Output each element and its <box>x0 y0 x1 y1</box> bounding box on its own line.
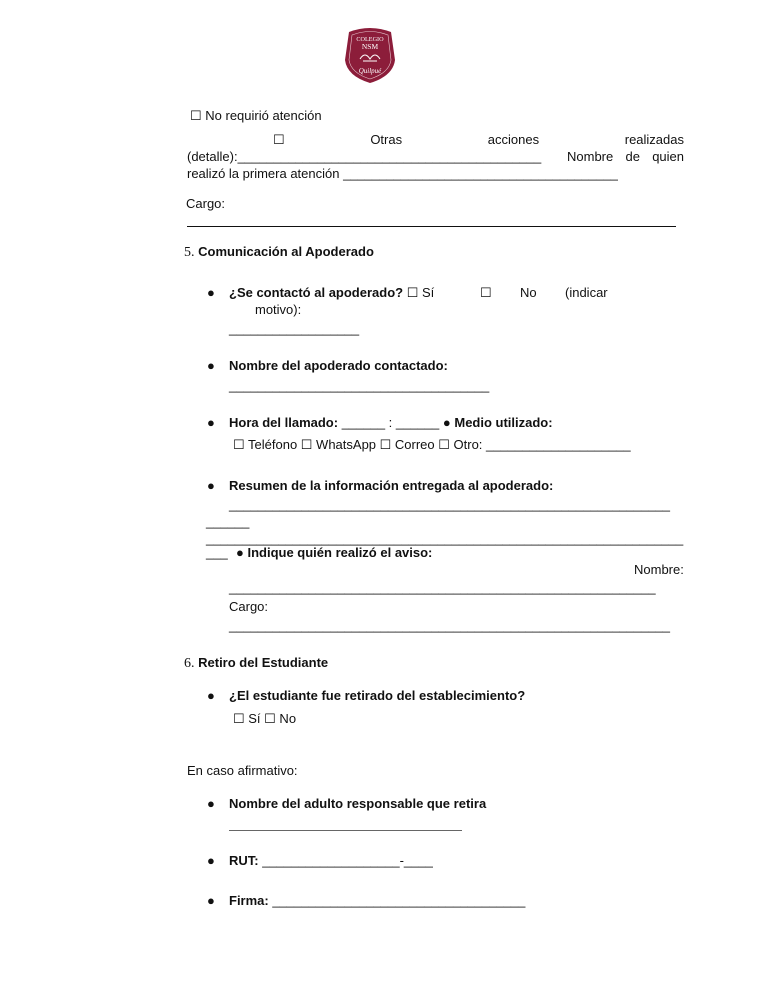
otras-word: Otras <box>370 132 403 147</box>
bullet-icon: ● <box>207 688 215 703</box>
hora-field[interactable]: ______ : ______ <box>338 415 443 430</box>
nombre-apoderado-label: Nombre del apoderado contactado: <box>229 358 448 373</box>
resumen-line-4[interactable]: ___ <box>206 545 228 560</box>
adulto-responsable-field[interactable] <box>229 830 462 831</box>
hora-medio-row <box>229 415 553 430</box>
no-checkbox[interactable]: ☐ <box>480 285 492 300</box>
caso-afirmativo-label: En caso afirmativo: <box>187 763 298 778</box>
q-contacto-label: ¿Se contactó al apoderado? <box>229 285 404 300</box>
de-word: de <box>625 149 640 164</box>
q-contacto-apoderado <box>229 285 434 301</box>
section-5-number: 5. <box>184 245 195 260</box>
no-requirio-checkbox[interactable]: ☐ No requirió atención <box>190 108 322 123</box>
no-label: No <box>520 285 537 300</box>
resumen-label: Resumen de la información entregada al apoderado: <box>229 478 554 493</box>
retirado-label: ¿El estudiante fue retirado del establecimiento? <box>229 688 526 703</box>
bullet-icon: ● <box>207 796 215 811</box>
nombre-de-quien <box>567 149 684 164</box>
acciones-word: acciones <box>487 132 540 147</box>
medio-label: ● Medio utilizado: <box>442 415 553 430</box>
aviso-cargo-label: Cargo: <box>229 599 269 614</box>
cargo-line[interactable] <box>187 226 676 227</box>
section-6-number: 6. <box>184 656 195 671</box>
medio-options[interactable]: ☐ Teléfono ☐ WhatsApp ☐ Correo ☐ Otro: ____________________ <box>233 437 631 452</box>
realizo-primera-atencion-field[interactable]: realizó la primera atención ______________________________________ <box>187 166 618 181</box>
bullet-icon: ● <box>207 478 215 493</box>
detalle-field[interactable]: (detalle):__________________________________________ <box>187 149 542 164</box>
realizadas-word: realizadas <box>624 132 684 147</box>
otras-acciones-row <box>187 132 684 148</box>
section-6-heading <box>184 655 328 672</box>
bullet-icon: ● <box>207 358 215 373</box>
resumen-line-2[interactable]: ______ <box>206 514 250 529</box>
nombre-apoderado-field[interactable]: ____________________________________ <box>229 378 490 393</box>
rut-row <box>229 853 433 868</box>
logo-line1: COLEGIO <box>356 36 384 43</box>
indique-aviso-label: ● Indique quién realizó el aviso: <box>236 545 433 560</box>
motivo-label: motivo): <box>255 302 302 317</box>
firma-row <box>229 893 525 908</box>
quien-word: quien <box>652 149 684 164</box>
bullet-icon: ● <box>207 893 215 908</box>
school-crest-logo <box>343 26 397 84</box>
resumen-line-3[interactable]: __________________________________________________________________ <box>206 531 684 546</box>
rut-label: RUT: <box>229 853 259 868</box>
nombre-word: Nombre <box>567 149 614 164</box>
firma-label: Firma: <box>229 893 269 908</box>
section-5-title: Comunicación al Apoderado <box>198 244 374 259</box>
indicar-label: (indicar <box>565 285 608 300</box>
logo-line3: Quilpué <box>358 67 382 75</box>
retirado-options[interactable]: ☐ Sí ☐ No <box>233 711 297 726</box>
hora-label: Hora del llamado: <box>229 415 339 430</box>
cargo-label: Cargo: <box>186 196 226 211</box>
adulto-responsable-label: Nombre del adulto responsable que retira <box>229 796 487 811</box>
bullet-icon: ● <box>207 285 215 300</box>
firma-field[interactable]: ___________________________________ <box>268 893 526 908</box>
motivo-field[interactable]: __________________ <box>229 321 360 336</box>
otras-checkbox[interactable]: ☐ <box>273 132 285 147</box>
logo-line2: NSM <box>361 42 379 51</box>
resumen-line-1[interactable]: _____________________________________________________________ <box>229 497 671 512</box>
aviso-cargo-field[interactable]: _____________________________________________________________ <box>229 618 671 633</box>
section-5-heading <box>184 244 374 261</box>
rut-field[interactable]: ___________________-____ <box>258 853 433 868</box>
si-checkbox[interactable]: ☐ Sí <box>406 285 435 300</box>
section-6-title: Retiro del Estudiante <box>198 655 329 670</box>
bullet-icon: ● <box>207 415 215 430</box>
aviso-nombre-field[interactable]: ___________________________________________________________ <box>229 580 656 595</box>
aviso-nombre-label: Nombre: <box>634 562 684 577</box>
bullet-icon: ● <box>207 853 215 868</box>
